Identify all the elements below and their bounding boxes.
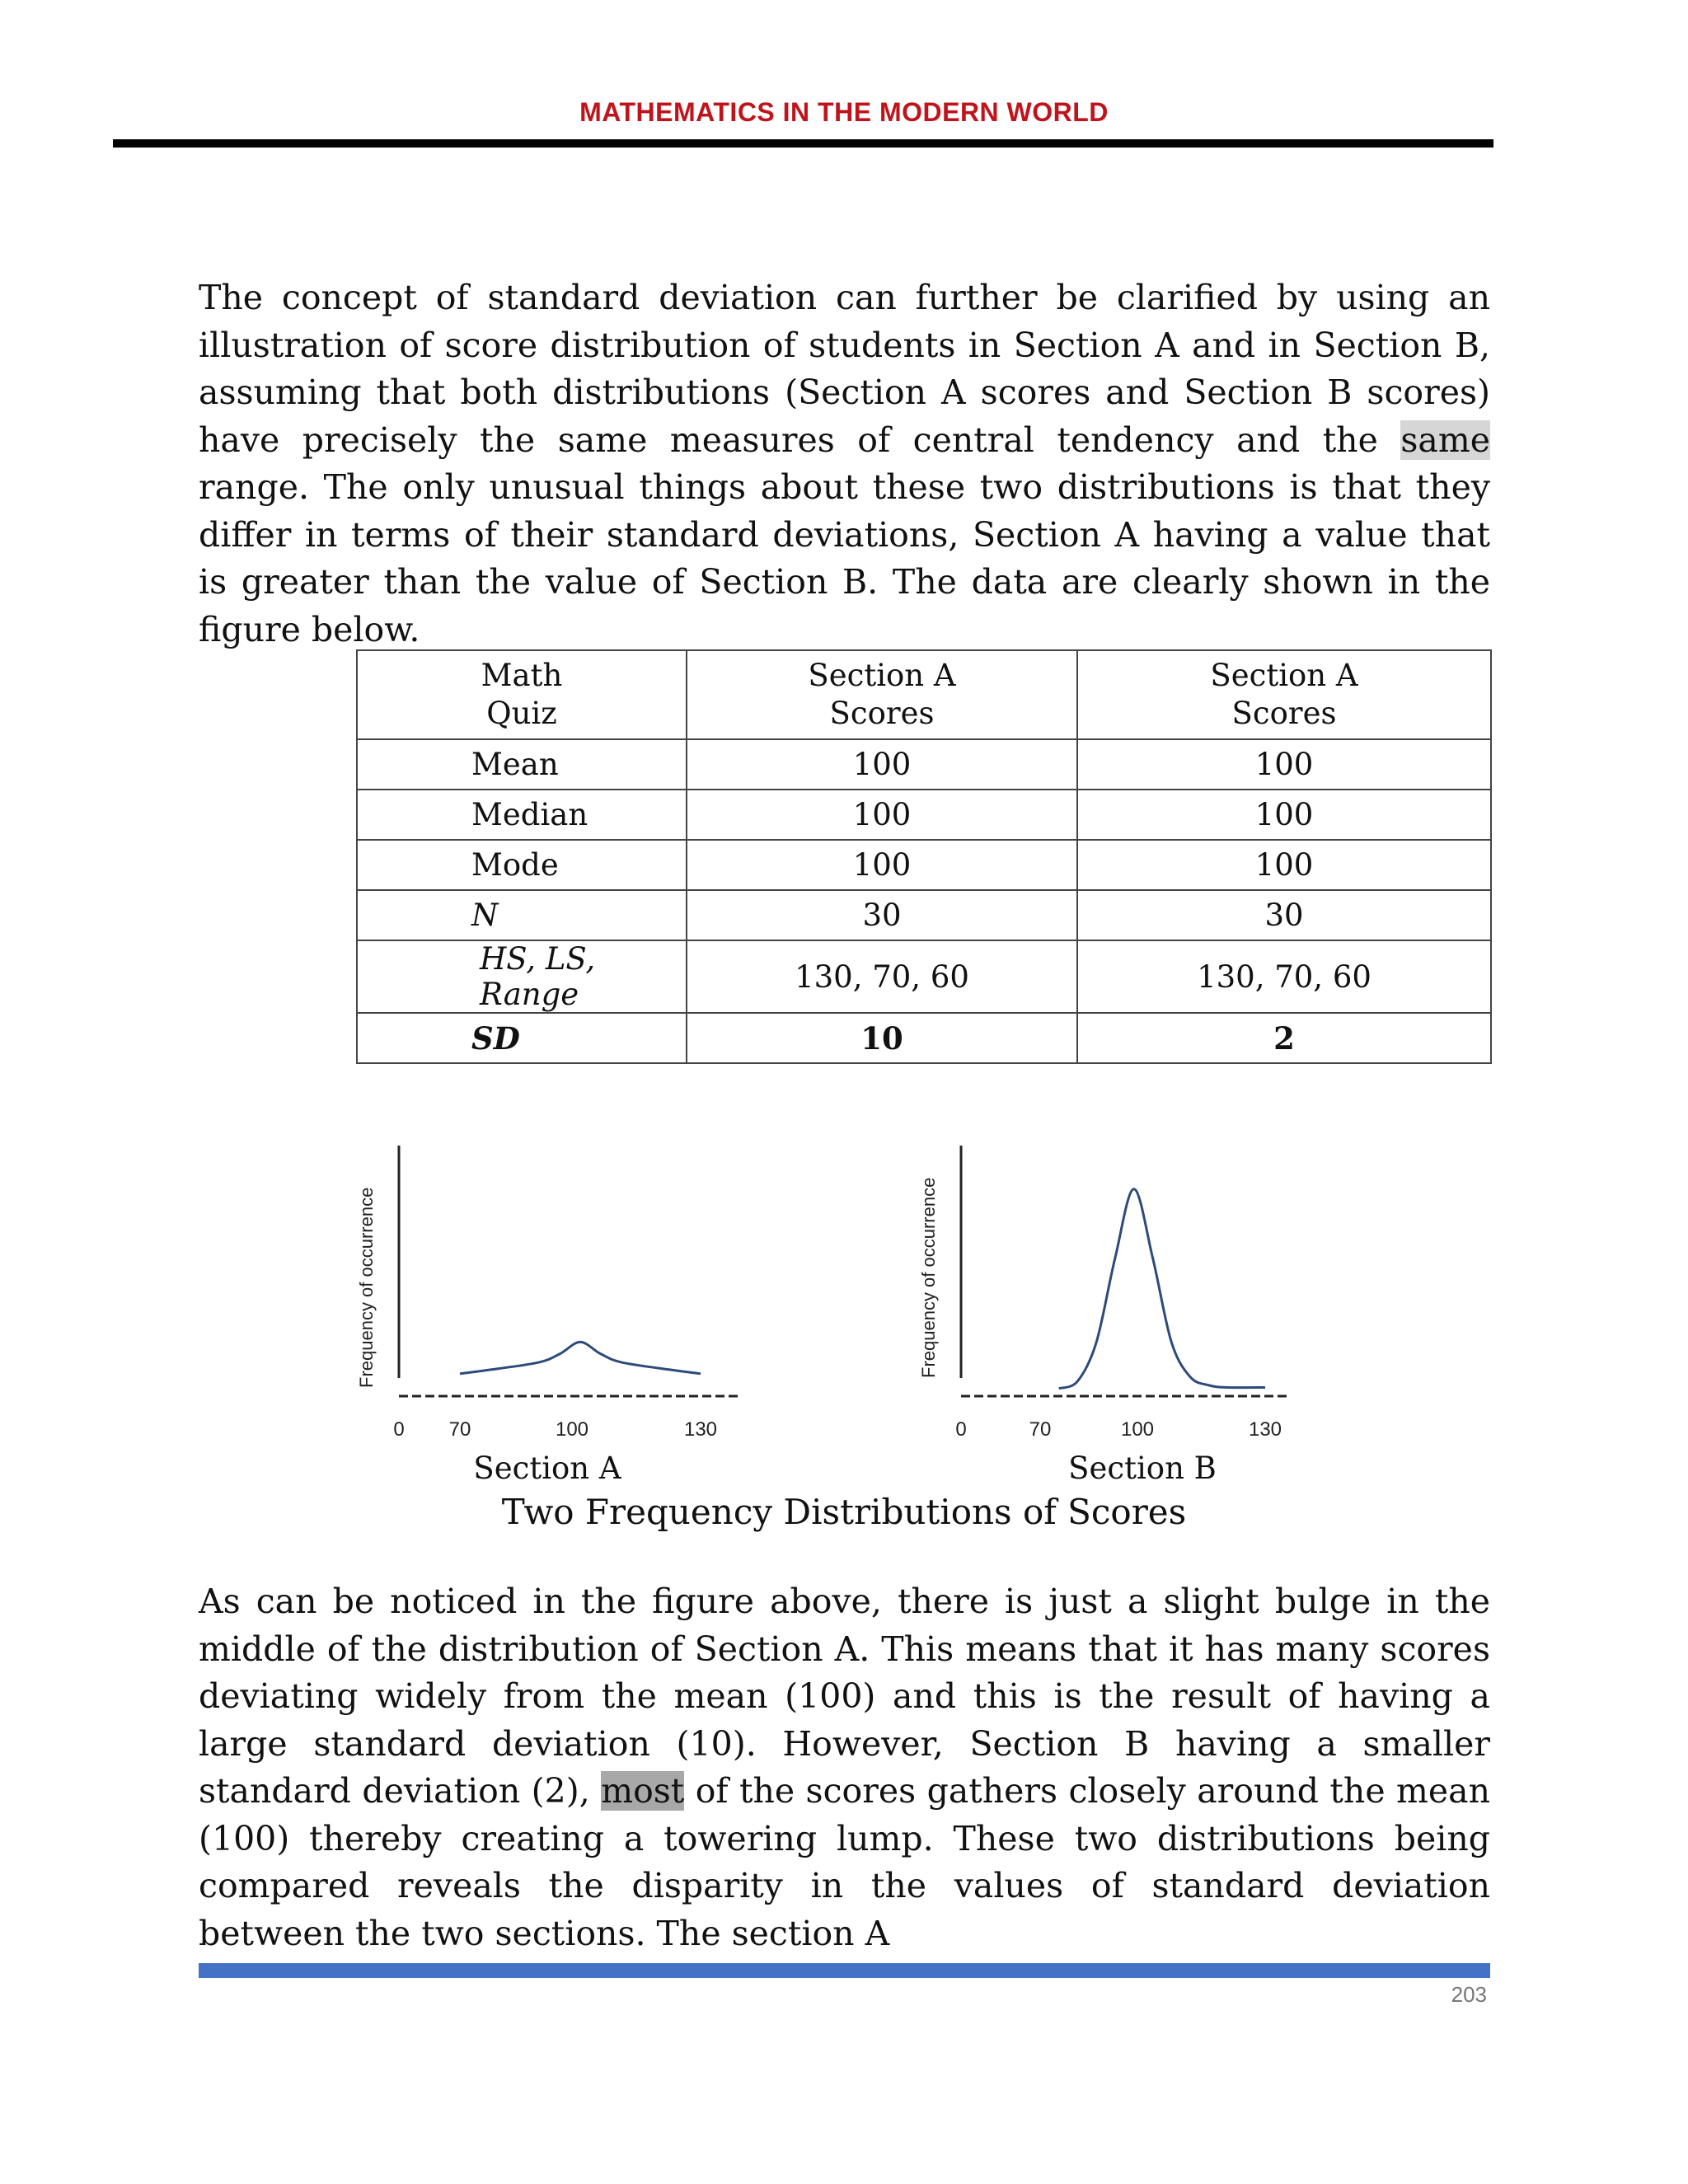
row-label: SD [357, 1013, 687, 1063]
tick-label: 100 [1120, 1418, 1155, 1441]
section-b-value: 2 [1077, 1013, 1491, 1063]
tick-label: 130 [1248, 1418, 1282, 1441]
chart-section-b [918, 1146, 1289, 1486]
section-a-value: 130, 70, 60 [687, 940, 1077, 1013]
tick-label: 100 [555, 1418, 589, 1441]
chart-title-section-b: Section B [1068, 1451, 1217, 1486]
tick-label: 70 [1029, 1418, 1052, 1441]
figure-caption: Two Frequency Distributions of Scores [501, 1492, 1187, 1532]
section-b-value: 130, 70, 60 [1077, 940, 1491, 1013]
tick-label: 130 [683, 1418, 718, 1441]
y-axis-label-a: Frequency of occurrence [356, 1187, 377, 1388]
footer-bar [199, 1963, 1490, 1978]
section-b-value: 100 [1077, 790, 1491, 840]
header-cell-section-b: Section A Scores [1077, 650, 1491, 739]
highlighted-word-most: most [601, 1771, 685, 1811]
section-b-value: 100 [1077, 840, 1491, 890]
section-a-value: 100 [687, 739, 1077, 790]
section-a-value: 100 [687, 840, 1077, 890]
tick-label: 0 [393, 1418, 405, 1441]
highlighted-word-same: same [1400, 419, 1490, 460]
row-label: N [357, 890, 687, 940]
row-label: Median [357, 790, 687, 840]
section-b-value: 100 [1077, 739, 1491, 790]
analysis-text-1: As can be noticed in the figure above, there is just a slight bulge in the middle of the distribution of Section A. This means that it has many scores deviating widely from the mean (100) and this is the result of having a large standard deviation (10). However, Section B having a smaller standard deviation (2), [199, 1582, 1490, 1811]
tick-label: 70 [448, 1418, 471, 1441]
y-axis-label-b: Frequency of occurrence [918, 1177, 939, 1378]
row-label: HS, LS, Range [357, 940, 687, 1013]
analysis-text-2: of the scores gathers closely around the mean (100) thereby creating a towering lump. These two distributions being compared reveals the disparity in the values of standard deviation between the two sections. The section A [199, 1771, 1490, 1953]
intro-text-1: The concept of standard deviation can further be clarified by using an illustration of score distribution of students in Section A and in Section B, assuming that both distributions (Section A scores and Section B scores) have precisely the same measures of central tendency and the [199, 278, 1490, 460]
row-label: Mean [357, 739, 687, 790]
section-a-value: 100 [687, 790, 1077, 840]
series-line-section-a [460, 1342, 701, 1373]
header-cell-section-a: Section A Scores [687, 650, 1077, 739]
header-cell-math-quiz: Math Quiz [357, 650, 687, 739]
running-header-title: MATHEMATICS IN THE MODERN WORLD [579, 97, 1109, 127]
page-number: 203 [1451, 1982, 1487, 2007]
tick-label: 0 [955, 1418, 967, 1441]
series-line-section-b [1059, 1189, 1265, 1389]
section-b-value: 30 [1077, 890, 1491, 940]
intro-text-2: range. The only unusual things about these two distributions is that they differ in terms of their standard deviations, Section A having a value that is greater than the value of Section B. The data are clearly shown in the figure below. [199, 467, 1490, 649]
analysis-paragraph [199, 1578, 1490, 1957]
section-a-value: 30 [687, 890, 1077, 940]
section-a-value: 10 [687, 1013, 1077, 1063]
chart-title-section-a: Section A [473, 1451, 621, 1486]
row-label: Mode [357, 840, 687, 890]
chart-section-a [356, 1146, 740, 1486]
